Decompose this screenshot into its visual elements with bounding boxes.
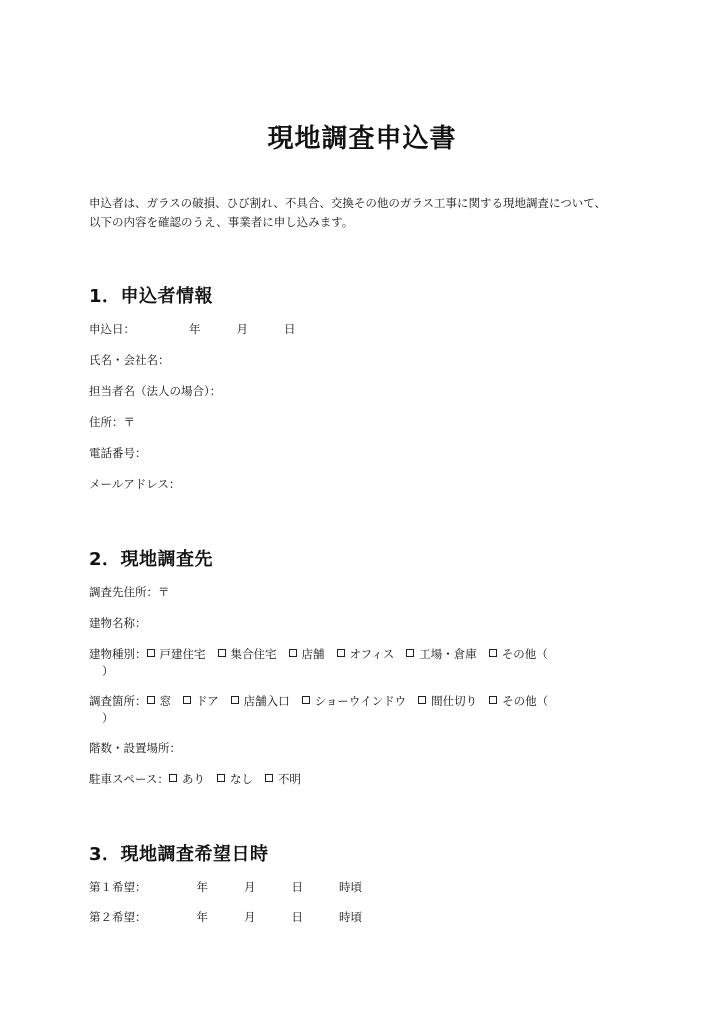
building-name-label: 建物名称： xyxy=(89,616,147,630)
checkbox-icon[interactable] xyxy=(265,774,273,782)
year-label: 年 xyxy=(189,322,201,336)
checkbox-icon[interactable] xyxy=(289,649,297,657)
parking-option-yes[interactable]: あり xyxy=(169,771,205,787)
checkbox-icon[interactable] xyxy=(231,696,239,704)
checkbox-icon[interactable] xyxy=(337,649,345,657)
day-label: 日 xyxy=(291,880,303,894)
email-field[interactable] xyxy=(89,476,180,492)
survey-location-close-paren: ） xyxy=(102,711,114,725)
first-choice-label: 第１希望： xyxy=(89,880,147,894)
second-choice-label: 第２希望： xyxy=(89,910,147,924)
phone-field[interactable] xyxy=(89,445,147,461)
intro-paragraph xyxy=(89,194,649,232)
parking-field xyxy=(89,771,313,787)
second-choice-field[interactable] xyxy=(89,909,362,925)
intro-line-1: 申込者は、ガラスの破損、ひび割れ、不具合、交換その他のガラス工事に関する現地調査について、 xyxy=(89,196,607,210)
building-type-close-paren: ） xyxy=(102,664,114,678)
building-type-field xyxy=(89,646,548,662)
application-date-label: 申込日： xyxy=(89,322,135,336)
building-type-label: 建物種別： xyxy=(89,647,147,661)
building-type-option-apartment[interactable]: 集合住宅 xyxy=(218,646,277,662)
name-company-label: 氏名・会社名： xyxy=(89,353,170,367)
location-option-partition[interactable]: 間仕切り xyxy=(418,693,477,709)
time-label: 時頃 xyxy=(339,880,362,894)
survey-address-field[interactable] xyxy=(89,584,170,600)
checkbox-icon[interactable] xyxy=(147,696,155,704)
day-label: 日 xyxy=(291,910,303,924)
intro-line-2: 以下の内容を確認のうえ、事業者に申し込みます。 xyxy=(89,215,354,229)
email-label: メールアドレス： xyxy=(89,477,181,491)
section-heading-applicant: 1．申込者情報 xyxy=(89,286,214,307)
floor-location-field[interactable] xyxy=(89,740,181,756)
checkbox-icon[interactable] xyxy=(183,696,191,704)
location-option-other[interactable]: その他（ xyxy=(489,693,548,709)
contact-person-label: 担当者名（法人の場合）： xyxy=(89,384,222,398)
checkbox-icon[interactable] xyxy=(489,649,497,657)
building-type-option-other[interactable]: その他（ xyxy=(489,646,548,662)
checkbox-icon[interactable] xyxy=(406,649,414,657)
application-date-field[interactable] xyxy=(89,321,296,337)
year-label: 年 xyxy=(196,880,208,894)
checkbox-icon[interactable] xyxy=(169,774,177,782)
month-label: 月 xyxy=(236,322,248,336)
address-label: 住所：〒 xyxy=(89,415,135,429)
document-title: 現地調査申込書 xyxy=(267,124,457,154)
building-type-option-store[interactable]: 店舗 xyxy=(289,646,325,662)
address-field[interactable] xyxy=(89,414,135,430)
location-option-store-entrance[interactable]: 店舗入口 xyxy=(231,693,290,709)
checkbox-icon[interactable] xyxy=(418,696,426,704)
parking-option-no[interactable]: なし xyxy=(217,771,253,787)
location-option-door[interactable]: ドア xyxy=(183,693,219,709)
first-choice-field[interactable] xyxy=(89,879,362,895)
checkbox-icon[interactable] xyxy=(147,649,155,657)
survey-location-field xyxy=(89,693,548,709)
location-option-show-window[interactable]: ショーウインドウ xyxy=(302,693,406,709)
name-company-field[interactable] xyxy=(89,352,170,368)
building-type-option-house[interactable]: 戸建住宅 xyxy=(147,646,206,662)
contact-person-field[interactable] xyxy=(89,383,221,399)
parking-option-unknown[interactable]: 不明 xyxy=(265,771,301,787)
survey-location-label: 調査箇所： xyxy=(89,694,147,708)
survey-address-label: 調査先住所：〒 xyxy=(89,585,170,599)
year-label: 年 xyxy=(196,910,208,924)
section-heading-survey-site: 2．現地調査先 xyxy=(89,549,214,570)
month-label: 月 xyxy=(244,880,256,894)
location-option-window[interactable]: 窓 xyxy=(147,693,172,709)
time-label: 時頃 xyxy=(339,910,362,924)
phone-label: 電話番号： xyxy=(89,446,147,460)
floor-location-label: 階数・設置場所： xyxy=(89,741,181,755)
checkbox-icon[interactable] xyxy=(217,774,225,782)
parking-label: 駐車スペース： xyxy=(89,772,169,786)
checkbox-icon[interactable] xyxy=(218,649,226,657)
day-label: 日 xyxy=(284,322,296,336)
section-heading-preferred-datetime: 3．現地調査希望日時 xyxy=(89,844,269,865)
building-type-option-factory[interactable]: 工場・倉庫 xyxy=(406,646,477,662)
checkbox-icon[interactable] xyxy=(302,696,310,704)
building-name-field[interactable] xyxy=(89,615,147,631)
checkbox-icon[interactable] xyxy=(489,696,497,704)
month-label: 月 xyxy=(244,910,256,924)
building-type-option-office[interactable]: オフィス xyxy=(337,646,395,662)
